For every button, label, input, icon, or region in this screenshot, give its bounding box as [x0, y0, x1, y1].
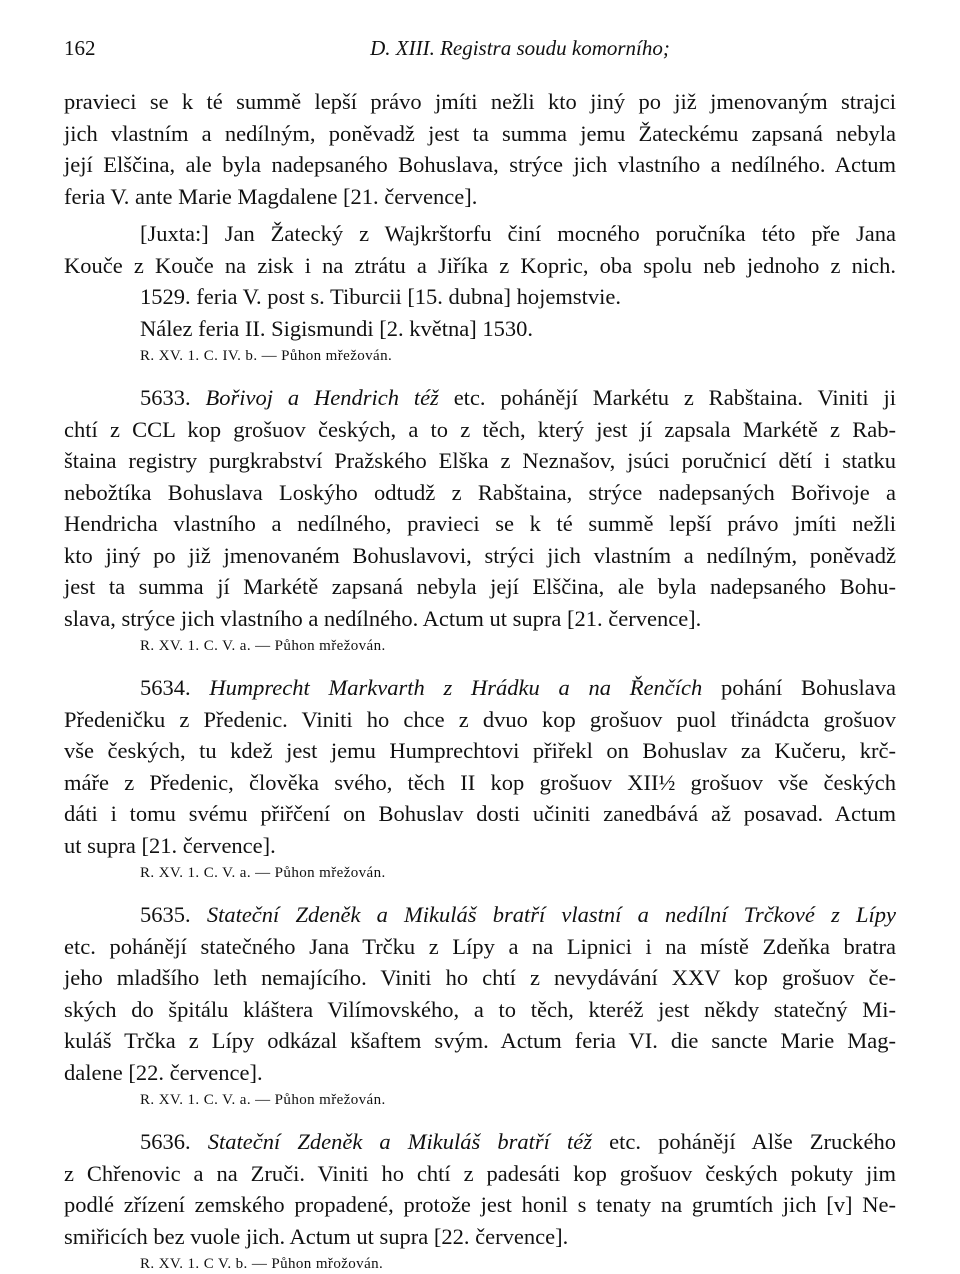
text-line: nebožtíka Bohuslava Loskýho odtudž z Rabštaina, strýce nadepsaných Bořivoje a: [64, 479, 896, 505]
text-line: štaina registry purgkrabství Pražského Elška z Neznašov, jsúci poručnicí dětí i statku: [64, 448, 896, 473]
entry-first-line: [64, 1126, 896, 1158]
text-line: ut supra [21. července].: [64, 832, 276, 858]
archive-signature: R. XV. 1. C. V. a. — Půhon mřežován.: [140, 1092, 386, 1108]
text-line: jeho mladšího leth nemajícího. Viniti ho chtí z nevydávání XXV kop grošuov če-: [64, 965, 896, 990]
text-line: vše českých, tu kdež jest jemu Humprechtovi přiřekl on Bohuslav za Kučeru, krč-: [64, 738, 896, 763]
entry-names: Stateční Zdeněk a Mikuláš bratří vlastní a nedílní Trčkové z Lípy: [206, 902, 897, 927]
text-line: chtí z CCL kop grošuov českých, a to z těch, který jest jí zapsala Markétě z Rab-: [64, 416, 896, 442]
text-line: pravieci se k té summě lepší právo jmíti nežli kto jiný po již jmenovaným strajci: [64, 89, 896, 114]
entry-number: 5633.: [140, 385, 191, 410]
entry-names: Bořivoj a Hendrich též: [205, 385, 439, 410]
text-line: slava, strýce jich vlastního a nedílného. Actum ut supra [21. července].: [64, 605, 702, 631]
entry-5633: [64, 382, 896, 656]
text-line: Předeničku z Předenic. Viniti ho chce z dvuo kop grošuov puol třinádcta grošuov: [64, 706, 896, 732]
text-line: etc. pohánějí Alše Zruckého: [609, 1129, 897, 1154]
text-line: etc. pohánějí statečného Jana Trčku z Lípy a na Lipnici i na místě Zdeňka bratra: [64, 933, 896, 959]
page-number: 162: [64, 36, 96, 60]
text-line: kuláš Trčka z Lípy odkázal kšaftem svým. Actum feria VI. die sancte Marie Mag-: [64, 1028, 896, 1053]
entry-number: 5636.: [140, 1129, 191, 1154]
text-line: pohání Bohuslava: [721, 675, 897, 700]
intro-paragraph: [64, 86, 896, 212]
text-line: dáti i tomu svému přiřčení on Bohuslav dosti učiniti zanedbává až posavad. Actum: [64, 801, 896, 826]
text-line: máře z Předenic, člověka svého, těch II kop grošuov XII½ grošuov vše českých: [64, 769, 896, 795]
text-line: Kouče z Kouče na zisk i na ztrátu a Jiříka z Kopric, oba spolu neb jednoho z nich.: [64, 252, 896, 278]
page-header: [64, 36, 896, 66]
text-line: feria V. ante Marie Magdalene [21. července].: [64, 183, 478, 209]
text-line: dalene [22. července].: [64, 1059, 263, 1085]
text-line: kto jiný po již jmenovaném Bohuslavovi, strýci jich vlastním a nedílným, poněvadž: [64, 542, 896, 568]
entry-number: 5635.: [140, 902, 191, 927]
entry-number: 5634.: [140, 675, 191, 700]
text-line: jest ta summa jí Markétě zapsaná nebyla její Elščina, ale byla nadepsaného Bohu-: [64, 574, 896, 599]
archive-signature: R. XV. 1. C. IV. b. — Půhon mřežován.: [140, 348, 393, 364]
archive-signature: R. XV. 1. C V. b. — Půhon mřožován.: [140, 1256, 384, 1272]
entry-names: Humprecht Markvarth z Hrádku a na Řenčích: [209, 675, 703, 700]
text-line: etc. pohánějí Markétu z Rabštaina. Viniti ji: [453, 385, 897, 410]
running-head: D. XIII. Registra soudu komorního;: [370, 36, 670, 60]
entry-first-line: [64, 899, 896, 931]
juxta-paragraph: [64, 218, 896, 366]
text-line: ských do špitálu kláštera Vilímovského, a to těch, kteréž jest někdy statečný Mi-: [64, 996, 896, 1022]
text-line: z Chřenovic a na Zruči. Viniti ho chtí z padesáti kop grošuov českých pokuty jim: [64, 1160, 896, 1186]
text-line: smiřicích bez vuole jich. Actum ut supra [22. července].: [64, 1223, 569, 1249]
page-body: [64, 86, 896, 1274]
entry-5635: [64, 899, 896, 1110]
text-line: Hendricha vlastního a nedílného, pravieci se k té summě lepší právo jmíti nežli: [64, 511, 896, 536]
date-line: 1529. feria V. post s. Tiburcii [15. dubna] hojemstvie.: [140, 284, 622, 309]
archive-signature: R. XV. 1. C. V. a. — Půhon mřežován.: [140, 638, 386, 654]
text-line: podlé zřízení zemského propadené, protože jest honil s tenaty na grumtích jich [v] Ne-: [64, 1192, 896, 1217]
text-line: jich vlastním a nedílným, poněvadž jest ta summa jemu Žateckému zapsaná nebyla: [64, 120, 896, 146]
entry-first-line: [64, 672, 896, 704]
archive-signature: R. XV. 1. C. V. a. — Půhon mřežován.: [140, 865, 386, 881]
entry-5636: [64, 1126, 896, 1274]
entry-first-line: [64, 382, 896, 414]
finding-line: Nález feria II. Sigismundi [2. května] 1530.: [140, 315, 534, 341]
entry-names: Stateční Zdeněk a Mikuláš bratří též: [207, 1129, 593, 1154]
entry-5634: [64, 672, 896, 883]
text-line: její Elščina, ale byla nadepsaného Bohuslava, strýce jich vlastního a nedílného. Actum: [64, 152, 896, 177]
text-line: [Juxta:] Jan Žatecký z Wajkrštorfu činí mocného poručníka této pře Jana: [140, 221, 896, 246]
